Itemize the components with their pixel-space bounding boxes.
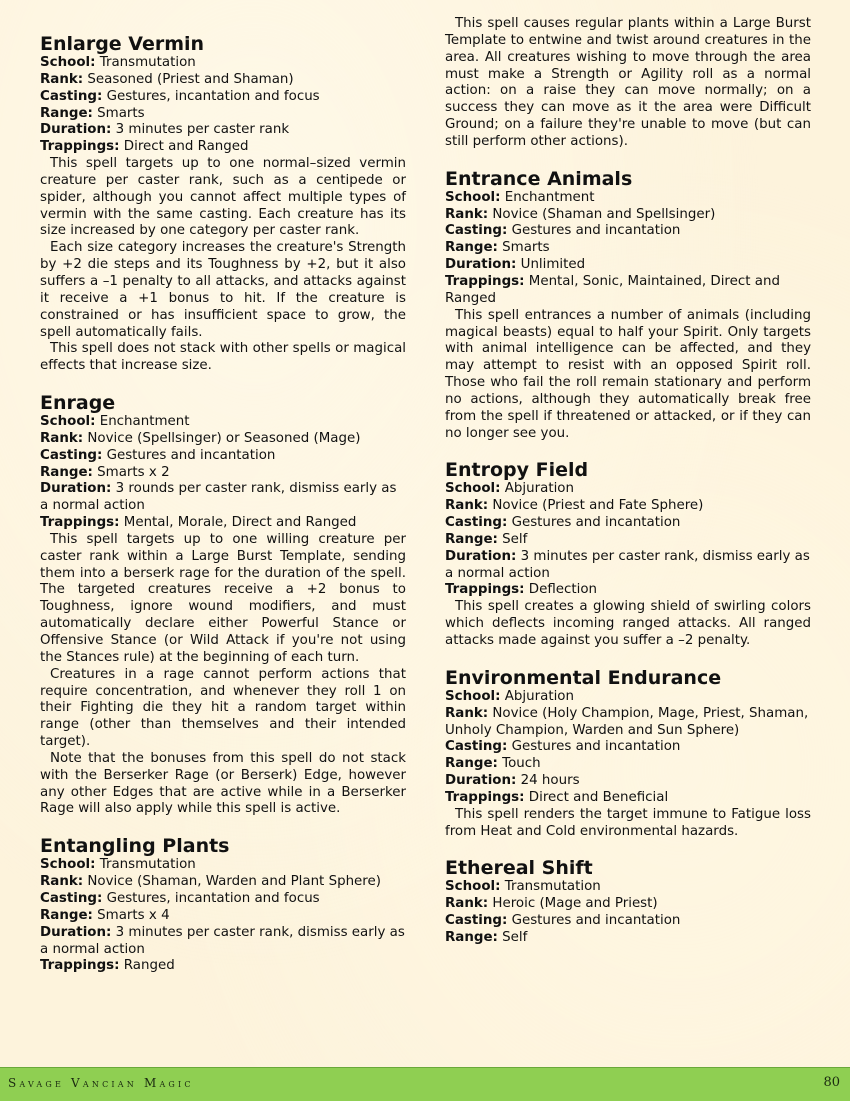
field-label: Casting: — [40, 890, 103, 906]
field-label: Casting: — [445, 913, 508, 929]
field-label: School: — [445, 481, 501, 497]
trappings-field — [445, 582, 811, 599]
page-number: 80 — [823, 1075, 840, 1090]
field-label: Trappings: — [445, 582, 525, 598]
spell-title: Entropy Field — [445, 459, 589, 482]
field-value: Heroic (Mage and Priest) — [492, 896, 658, 912]
field-value: Enchantment — [99, 414, 190, 430]
field-value: 3 minutes per caster rank — [115, 122, 290, 138]
casting-field — [40, 89, 406, 106]
school-field — [40, 414, 406, 431]
field-value: Mental, Morale, Direct and Ranged — [123, 515, 357, 531]
field-label: Range: — [445, 531, 498, 547]
field-value: Transmutation — [99, 55, 196, 70]
field-label: Duration: — [445, 773, 517, 789]
field-label: Casting: — [445, 515, 508, 531]
field-label: Rank: — [40, 71, 84, 87]
field-label: School: — [445, 688, 501, 704]
rank-field — [40, 874, 406, 891]
field-value: Direct and Beneficial — [528, 789, 669, 805]
field-label: Range: — [40, 907, 93, 923]
field-value: Seasoned (Priest and Shaman) — [87, 71, 294, 87]
description-paragraph: This spell targets up to one normal–sized vermin creature per caster rank, such as a centipede or spider, although you cannot affect multiple types of vermin with the same casting. Each creature has its size increased by one category per caster rank. — [40, 156, 406, 239]
duration-field — [40, 481, 406, 515]
field-value: Gestures and incantation — [511, 515, 681, 531]
rank-field — [40, 72, 406, 89]
school-field — [445, 190, 811, 207]
description-paragraph: This spell entrances a number of animals (including magical beasts) equal to half your Spirit. Only targets with animal intelligence can be affected, and they may attempt to resist with an opposed Spirit roll. Those who fail the roll remain stationary and perform no actions, although they automatically break free from the spell if threatened or attacked, or if they can no longer see you. — [445, 307, 811, 441]
field-label: Trappings: — [40, 515, 120, 531]
description-paragraph: This spell creates a glowing shield of swirling colors which deflects incoming ranged attacks. All ranged attacks made against you suffer a –2 penalty. — [445, 599, 811, 648]
field-label: Rank: — [445, 498, 489, 514]
trappings-field — [445, 790, 811, 807]
field-label: Range: — [40, 105, 93, 121]
field-label: School: — [40, 55, 96, 70]
field-value: 24 hours — [520, 773, 580, 789]
spell-title: Environmental Endurance — [445, 666, 722, 689]
field-label: Duration: — [40, 122, 112, 138]
field-value: 3 minutes per caster rank, dismiss early as a normal action — [40, 924, 405, 957]
spell-entangling-plants-continued — [445, 16, 811, 151]
spell-entangling-plants — [40, 835, 406, 975]
field-label: School: — [445, 879, 501, 895]
field-value: Novice (Shaman, Warden and Plant Sphere) — [87, 874, 381, 890]
duration-field — [445, 549, 811, 583]
school-field — [445, 879, 811, 896]
field-label: Range: — [445, 240, 498, 256]
spell-enlarge-vermin — [40, 33, 406, 375]
rank-field — [40, 431, 406, 448]
rank-field — [445, 207, 811, 224]
school-field — [445, 481, 811, 498]
trappings-field — [40, 515, 406, 532]
field-value: Mental, Sonic, Maintained, Direct and Ranged — [445, 273, 780, 306]
field-value: Touch — [502, 756, 541, 772]
field-value: Abjuration — [504, 481, 574, 497]
field-value: 3 rounds per caster rank, dismiss early as a normal action — [40, 481, 397, 514]
trappings-field — [40, 139, 406, 156]
field-value: Deflection — [528, 582, 598, 598]
field-value: Gestures and incantation — [511, 739, 681, 755]
rank-field — [445, 498, 811, 515]
rank-field — [445, 706, 811, 740]
field-value: Gestures and incantation — [511, 913, 681, 929]
duration-field — [40, 925, 406, 959]
field-label: Casting: — [40, 88, 103, 104]
spell-enrage — [40, 392, 406, 818]
field-value: Novice (Holy Champion, Mage, Priest, Shaman, Unholy Champion, Warden and Sun Sphere) — [445, 705, 809, 738]
range-field — [40, 106, 406, 123]
spell-title: Entangling Plants — [40, 835, 230, 858]
field-label: Rank: — [445, 206, 489, 222]
field-label: School: — [445, 189, 501, 205]
field-value: Self — [502, 531, 528, 547]
field-value: Smarts — [97, 105, 145, 121]
field-value: Gestures, incantation and focus — [106, 88, 320, 104]
field-value: Novice (Spellsinger) or Seasoned (Mage) — [87, 430, 361, 446]
description-paragraph: This spell targets up to one willing creature per caster rank within a Large Burst Template, sending them into a berserk rage for the duration of the spell. The targeted creatures receive a +2 bonus to Toughness, ignore wound modifiers, and must automatically declare either Powerful Stance or Offensive Stance (or Wild Attack if you're not using the Stances rule) at the beginning of each turn. — [40, 531, 406, 665]
field-label: Rank: — [445, 896, 489, 912]
field-label: Rank: — [40, 430, 84, 446]
duration-field — [445, 257, 811, 274]
field-value: Gestures and incantation — [511, 223, 681, 239]
school-field — [445, 689, 811, 706]
field-label: Range: — [40, 464, 93, 480]
field-value: Smarts — [502, 240, 550, 256]
field-value: Abjuration — [504, 688, 574, 704]
casting-field — [445, 739, 811, 756]
school-field — [40, 55, 406, 72]
spell-entropy-field — [445, 459, 811, 649]
field-value: Smarts x 2 — [97, 464, 170, 480]
spell-title: Enrage — [40, 392, 116, 415]
field-value: Self — [502, 929, 528, 945]
field-value: Novice (Shaman and Spellsinger) — [492, 206, 716, 222]
spell-entrance-animals — [445, 168, 811, 443]
field-value: Gestures and incantation — [106, 447, 276, 463]
description-paragraph: Creatures in a rage cannot perform actions that require concentration, and whenever they roll 1 on their Fighting die they hit a random target within range (other than themselves and their intended target). — [40, 666, 406, 750]
left-column — [40, 33, 406, 992]
trappings-field — [445, 274, 811, 308]
page-footer — [0, 1067, 850, 1101]
field-label: Range: — [445, 756, 498, 772]
field-label: Duration: — [445, 257, 517, 273]
spell-title: Enlarge Vermin — [40, 33, 205, 55]
description-paragraph: This spell causes regular plants within a Large Burst Template to entwine and twist around creatures in the area. All creatures wishing to move through the area must make a Strength or Agility roll as a normal action: on a raise they can move normally; on a success they can move as it the area were Difficult Ground; on a failure they're unable to move (but can still perform other actions). — [445, 16, 811, 149]
field-label: Casting: — [445, 739, 508, 755]
description-paragraph: Each size category increases the creature's Strength by +2 die steps and its Toughness by +2, but it also suffers a –1 penalty to all attacks, and attacks against it receive a +1 bonus to hit. If the creature is constrained or has insufficient space to grow, the spell automatically fails. — [40, 240, 406, 340]
casting-field — [40, 448, 406, 465]
field-label: Trappings: — [40, 139, 120, 155]
field-value: Novice (Priest and Fate Sphere) — [492, 498, 704, 514]
field-value: Transmutation — [504, 879, 601, 895]
field-label: Casting: — [445, 223, 508, 239]
spell-environmental-endurance — [445, 667, 811, 841]
field-value: Smarts x 4 — [97, 907, 170, 923]
field-value: Gestures, incantation and focus — [106, 890, 320, 906]
description-paragraph: This spell renders the target immune to Fatigue loss from Heat and Cold environmental hazards. — [445, 806, 811, 839]
spell-title: Entrance Animals — [445, 167, 633, 190]
duration-field — [40, 122, 406, 139]
description-paragraph: Note that the bonuses from this spell do not stack with the Berserker Rage (or Berserk) Edge, however any other Edges that are active while in a Berserker Rage will also apply while this spell is active. — [40, 750, 406, 817]
duration-field — [445, 773, 811, 790]
range-field — [40, 465, 406, 482]
range-field — [445, 930, 811, 947]
casting-field — [40, 891, 406, 908]
book-title: Savage Vancian Magic — [8, 1076, 194, 1090]
casting-field — [445, 515, 811, 532]
range-field — [445, 240, 811, 257]
field-label: Duration: — [445, 548, 517, 564]
description-paragraph: This spell does not stack with other spells or magical effects that increase size. — [40, 341, 406, 374]
field-label: Trappings: — [445, 789, 525, 805]
trappings-field — [40, 958, 406, 975]
casting-field — [445, 913, 811, 930]
field-label: Rank: — [445, 705, 489, 721]
spell-ethereal-shift — [445, 857, 811, 946]
field-label: School: — [40, 414, 96, 430]
field-value: Enchantment — [504, 189, 595, 205]
field-label: Duration: — [40, 924, 112, 940]
field-value: 3 minutes per caster rank, dismiss early as a normal action — [445, 548, 810, 581]
right-column — [445, 16, 811, 964]
range-field — [445, 532, 811, 549]
spell-title: Ethereal Shift — [445, 857, 593, 880]
field-value: Ranged — [123, 958, 175, 974]
field-label: Trappings: — [445, 273, 525, 289]
field-value: Direct and Ranged — [123, 139, 249, 155]
field-label: Casting: — [40, 447, 103, 463]
school-field — [40, 857, 406, 874]
rank-field — [445, 896, 811, 913]
range-field — [445, 756, 811, 773]
field-value: Transmutation — [99, 857, 196, 873]
field-label: Rank: — [40, 874, 84, 890]
field-label: Range: — [445, 929, 498, 945]
range-field — [40, 908, 406, 925]
field-label: Duration: — [40, 481, 112, 497]
field-value: Unlimited — [520, 257, 586, 273]
casting-field — [445, 223, 811, 240]
field-label: Trappings: — [40, 958, 120, 974]
field-label: School: — [40, 857, 96, 873]
